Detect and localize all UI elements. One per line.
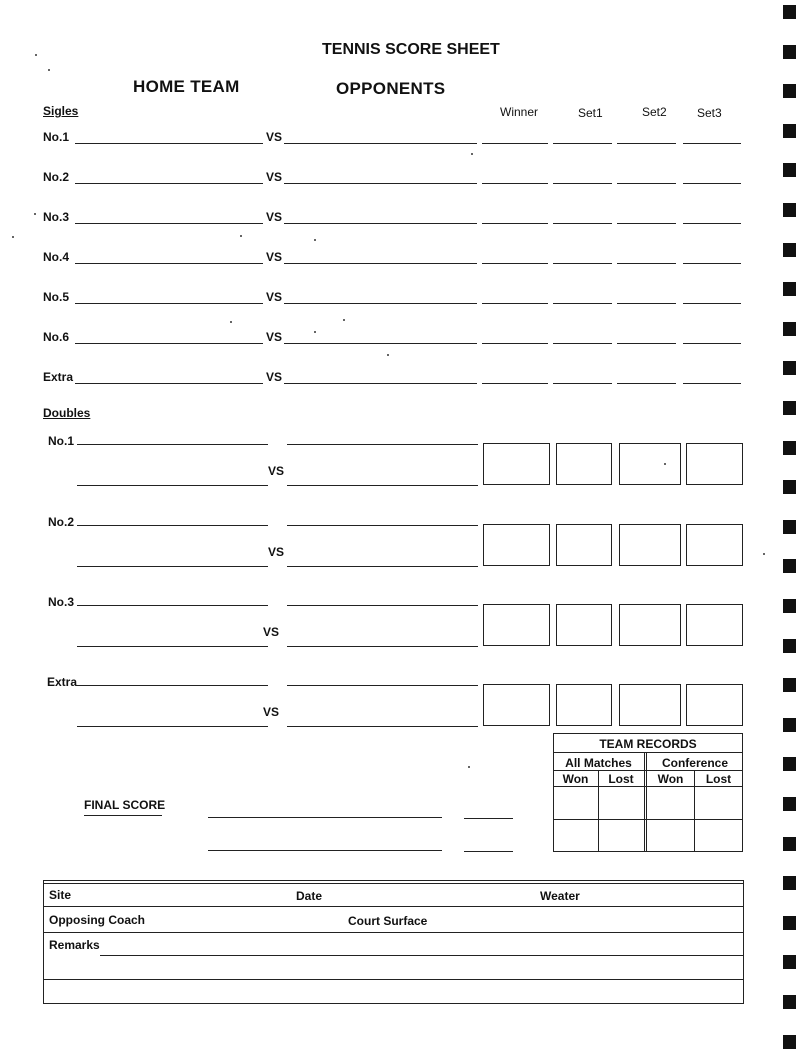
- final-score-opponent-line[interactable]: [208, 850, 442, 851]
- scan-edge-mark: [783, 282, 796, 296]
- doubles-home-player2-line[interactable]: [77, 726, 268, 727]
- doubles-opponent-player2-line[interactable]: [287, 726, 478, 727]
- doubles-set1-box[interactable]: [556, 443, 612, 485]
- all-matches-lost-header: Lost: [608, 772, 634, 786]
- scan-edge-mark: [783, 361, 796, 375]
- team-records-title: TEAM RECORDS: [599, 737, 697, 751]
- singles-home-player-line[interactable]: [75, 183, 263, 184]
- singles-row-label: No.4: [43, 250, 70, 264]
- doubles-winner-box[interactable]: [483, 604, 550, 646]
- scan-edge-mark: [783, 1035, 796, 1049]
- singles-opponent-player-line[interactable]: [284, 343, 477, 344]
- singles-home-player-line[interactable]: [75, 383, 263, 384]
- all-matches-won-header: Won: [562, 772, 589, 786]
- scan-edge-mark: [783, 322, 796, 336]
- singles-vs-label: VS: [266, 210, 283, 224]
- final-score-label: FINAL SCORE: [84, 798, 166, 812]
- winner-column-header: Winner: [500, 105, 539, 119]
- singles-set2-line[interactable]: [617, 343, 676, 344]
- scan-edge-mark: [783, 243, 796, 257]
- doubles-home-player1-line[interactable]: [77, 444, 268, 445]
- all-matches-header: All Matches: [565, 756, 632, 770]
- singles-row-label: No.2: [43, 170, 70, 184]
- singles-opponent-player-line[interactable]: [284, 223, 477, 224]
- singles-set1-line[interactable]: [553, 303, 612, 304]
- page-title: TENNIS SCORE SHEET: [322, 41, 500, 58]
- singles-set2-line[interactable]: [617, 383, 676, 384]
- doubles-set2-box[interactable]: [619, 684, 681, 726]
- doubles-home-player2-line[interactable]: [77, 485, 268, 486]
- doubles-opponent-player1-line[interactable]: [287, 444, 478, 445]
- scan-edge-mark: [783, 797, 796, 811]
- singles-winner-line[interactable]: [482, 263, 548, 264]
- set3-column-header: Set3: [697, 106, 722, 120]
- scan-edge-mark: [783, 45, 796, 59]
- opposing-coach-label: Opposing Coach: [49, 913, 145, 927]
- doubles-row-label: No.3: [48, 595, 75, 609]
- doubles-opponent-player2-line[interactable]: [287, 646, 478, 647]
- doubles-vs-label: VS: [263, 625, 280, 639]
- singles-set1-line[interactable]: [553, 223, 612, 224]
- scan-edge-mark: [783, 401, 796, 415]
- doubles-row-label: No.2: [48, 515, 75, 529]
- doubles-set1-box[interactable]: [556, 604, 612, 646]
- singles-header: Sigles: [43, 104, 79, 118]
- scan-edge-mark: [783, 559, 796, 573]
- singles-home-player-line[interactable]: [75, 263, 263, 264]
- scan-edge-mark: [783, 520, 796, 534]
- doubles-opponent-player1-line[interactable]: [287, 525, 478, 526]
- singles-set3-line[interactable]: [683, 383, 741, 384]
- doubles-set3-box[interactable]: [686, 443, 743, 485]
- singles-set3-line[interactable]: [683, 343, 741, 344]
- doubles-set1-box[interactable]: [556, 524, 612, 566]
- final-score-home-line[interactable]: [208, 817, 442, 818]
- singles-vs-label: VS: [266, 370, 283, 384]
- doubles-set1-box[interactable]: [556, 684, 612, 726]
- doubles-set3-box[interactable]: [686, 684, 743, 726]
- conference-header: Conference: [661, 756, 729, 770]
- opponents-label: OPPONENTS: [336, 79, 446, 98]
- scan-edge-mark: [783, 639, 796, 653]
- doubles-winner-box[interactable]: [483, 684, 550, 726]
- singles-winner-line[interactable]: [482, 183, 548, 184]
- doubles-winner-box[interactable]: [483, 524, 550, 566]
- singles-set2-line[interactable]: [617, 223, 676, 224]
- singles-set2-line[interactable]: [617, 263, 676, 264]
- scan-edge-mark: [783, 916, 796, 930]
- doubles-row-label: No.1: [48, 434, 75, 448]
- scan-edge-mark: [783, 718, 796, 732]
- doubles-home-player1-line[interactable]: [77, 605, 268, 606]
- final-score-opponent-points[interactable]: [464, 851, 513, 852]
- singles-winner-line[interactable]: [482, 343, 548, 344]
- doubles-home-player2-line[interactable]: [77, 566, 268, 567]
- doubles-row-label: Extra: [47, 675, 78, 689]
- weather-label: Weater: [540, 889, 580, 903]
- singles-row-label: No.3: [43, 210, 70, 224]
- singles-vs-label: VS: [266, 130, 283, 144]
- singles-opponent-player-line[interactable]: [284, 303, 477, 304]
- scan-edge-mark: [783, 5, 796, 19]
- doubles-vs-label: VS: [268, 545, 285, 559]
- scan-edge-mark: [783, 480, 796, 494]
- scan-edge-mark: [783, 441, 796, 455]
- scan-edge-mark: [783, 837, 796, 851]
- doubles-set2-box[interactable]: [619, 604, 681, 646]
- doubles-home-player1-line[interactable]: [77, 685, 268, 686]
- singles-set3-line[interactable]: [683, 223, 741, 224]
- set1-column-header: Set1: [578, 106, 603, 120]
- singles-winner-line[interactable]: [482, 303, 548, 304]
- singles-vs-label: VS: [266, 170, 283, 184]
- scan-edge-mark: [783, 163, 796, 177]
- singles-winner-line[interactable]: [482, 223, 548, 224]
- singles-row-label: No.1: [43, 130, 70, 144]
- singles-row-label: No.6: [43, 330, 70, 344]
- singles-set1-line[interactable]: [553, 383, 612, 384]
- scan-edge-mark: [783, 955, 796, 969]
- scan-edge-mark: [783, 757, 796, 771]
- final-score-home-points[interactable]: [464, 818, 513, 819]
- scan-edge-mark: [783, 995, 796, 1009]
- set2-column-header: Set2: [642, 105, 667, 119]
- scan-edge-mark: [783, 84, 796, 98]
- singles-set3-line[interactable]: [683, 263, 741, 264]
- singles-set1-line[interactable]: [553, 183, 612, 184]
- doubles-set3-box[interactable]: [686, 604, 743, 646]
- doubles-opponent-player2-line[interactable]: [287, 566, 478, 567]
- singles-set1-line[interactable]: [553, 263, 612, 264]
- doubles-vs-label: VS: [263, 705, 280, 719]
- doubles-winner-box[interactable]: [483, 443, 550, 485]
- doubles-set2-box[interactable]: [619, 524, 681, 566]
- singles-opponent-player-line[interactable]: [284, 263, 477, 264]
- singles-set3-line[interactable]: [683, 303, 741, 304]
- singles-set2-line[interactable]: [617, 143, 676, 144]
- doubles-opponent-player1-line[interactable]: [287, 605, 478, 606]
- singles-opponent-player-line[interactable]: [284, 143, 477, 144]
- conference-won-header: Won: [657, 772, 684, 786]
- doubles-header: Doubles: [43, 406, 91, 420]
- doubles-set2-box[interactable]: [619, 443, 681, 485]
- scan-edge-mark: [783, 124, 796, 138]
- doubles-home-player1-line[interactable]: [77, 525, 268, 526]
- singles-home-player-line[interactable]: [75, 343, 263, 344]
- singles-set2-line[interactable]: [617, 303, 676, 304]
- singles-opponent-player-line[interactable]: [284, 183, 477, 184]
- singles-home-player-line[interactable]: [75, 223, 263, 224]
- singles-home-player-line[interactable]: [75, 143, 263, 144]
- singles-winner-line[interactable]: [482, 383, 548, 384]
- singles-vs-label: VS: [266, 330, 283, 344]
- home-team-label: HOME TEAM: [133, 77, 240, 96]
- singles-set3-line[interactable]: [683, 183, 741, 184]
- singles-row-label: Extra: [43, 370, 74, 384]
- site-label: Site: [49, 888, 72, 902]
- singles-vs-label: VS: [266, 250, 283, 264]
- remarks-label: Remarks: [49, 938, 100, 952]
- singles-set1-line[interactable]: [553, 143, 612, 144]
- singles-set1-line[interactable]: [553, 343, 612, 344]
- singles-winner-line[interactable]: [482, 143, 548, 144]
- court-surface-label: Court Surface: [348, 914, 428, 928]
- singles-set2-line[interactable]: [617, 183, 676, 184]
- singles-opponent-player-line[interactable]: [284, 383, 477, 384]
- scan-edge-mark: [783, 203, 796, 217]
- date-label: Date: [296, 889, 323, 903]
- conference-lost-header: Lost: [705, 772, 732, 786]
- scan-edge-mark: [783, 678, 796, 692]
- singles-set3-line[interactable]: [683, 143, 741, 144]
- singles-row-label: No.5: [43, 290, 70, 304]
- doubles-opponent-player1-line[interactable]: [287, 685, 478, 686]
- doubles-home-player2-line[interactable]: [77, 646, 268, 647]
- scan-edge-mark: [783, 876, 796, 890]
- singles-vs-label: VS: [266, 290, 283, 304]
- match-info-box: [43, 880, 744, 1004]
- singles-home-player-line[interactable]: [75, 303, 263, 304]
- doubles-set3-box[interactable]: [686, 524, 743, 566]
- doubles-opponent-player2-line[interactable]: [287, 485, 478, 486]
- scan-edge-mark: [783, 599, 796, 613]
- doubles-vs-label: VS: [268, 464, 285, 478]
